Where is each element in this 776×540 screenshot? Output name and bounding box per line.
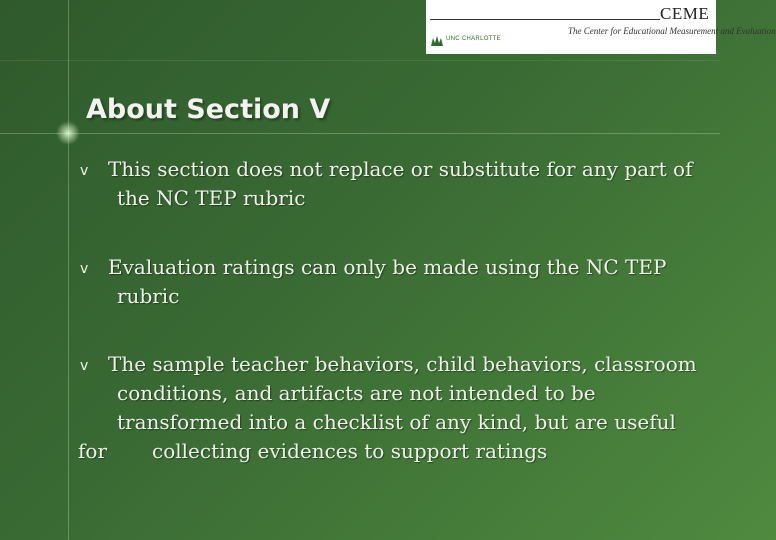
- bullet-1-line-2: the NC TEP rubric: [117, 186, 306, 210]
- bullet-2-line-1: Evaluation ratings can only be made using the NC TEP: [108, 255, 667, 279]
- bullet-marker: v: [80, 358, 89, 374]
- bullet-2-line-2: rubric: [117, 284, 180, 308]
- bullet-3-line-4: collecting evidences to support ratings: [152, 439, 548, 463]
- bullet-3-line-2: conditions, and artifacts are not intended to be: [117, 381, 596, 405]
- decor-vertical-line: [68, 0, 69, 540]
- bullet-marker: v: [80, 261, 89, 277]
- slide-title: About Section V: [86, 94, 331, 125]
- decor-glow: [56, 121, 80, 145]
- logo-subtitle: The Center for Educational Measurement and Evaluation: [568, 26, 776, 36]
- decor-line-top: [0, 60, 720, 61]
- bullet-3-line-1: The sample teacher behaviors, child behaviors, classroom: [108, 352, 697, 376]
- logo-ceme-text: CEME: [660, 4, 710, 23]
- logo-institution: UNC CHARLOTTE: [446, 36, 501, 42]
- bullet-3-line-3: transformed into a checklist of any kind, but are useful: [117, 410, 676, 434]
- decor-horizontal-line: [0, 133, 720, 134]
- logo-rule: [430, 19, 660, 20]
- bullet-marker: v: [80, 163, 89, 179]
- bullet-1-line-1: This section does not replace or substitute for any part of: [108, 157, 693, 181]
- bullet-3-lead-word: for: [78, 439, 108, 463]
- unc-crown-icon: [430, 34, 444, 48]
- ceme-logo: [426, 0, 776, 54]
